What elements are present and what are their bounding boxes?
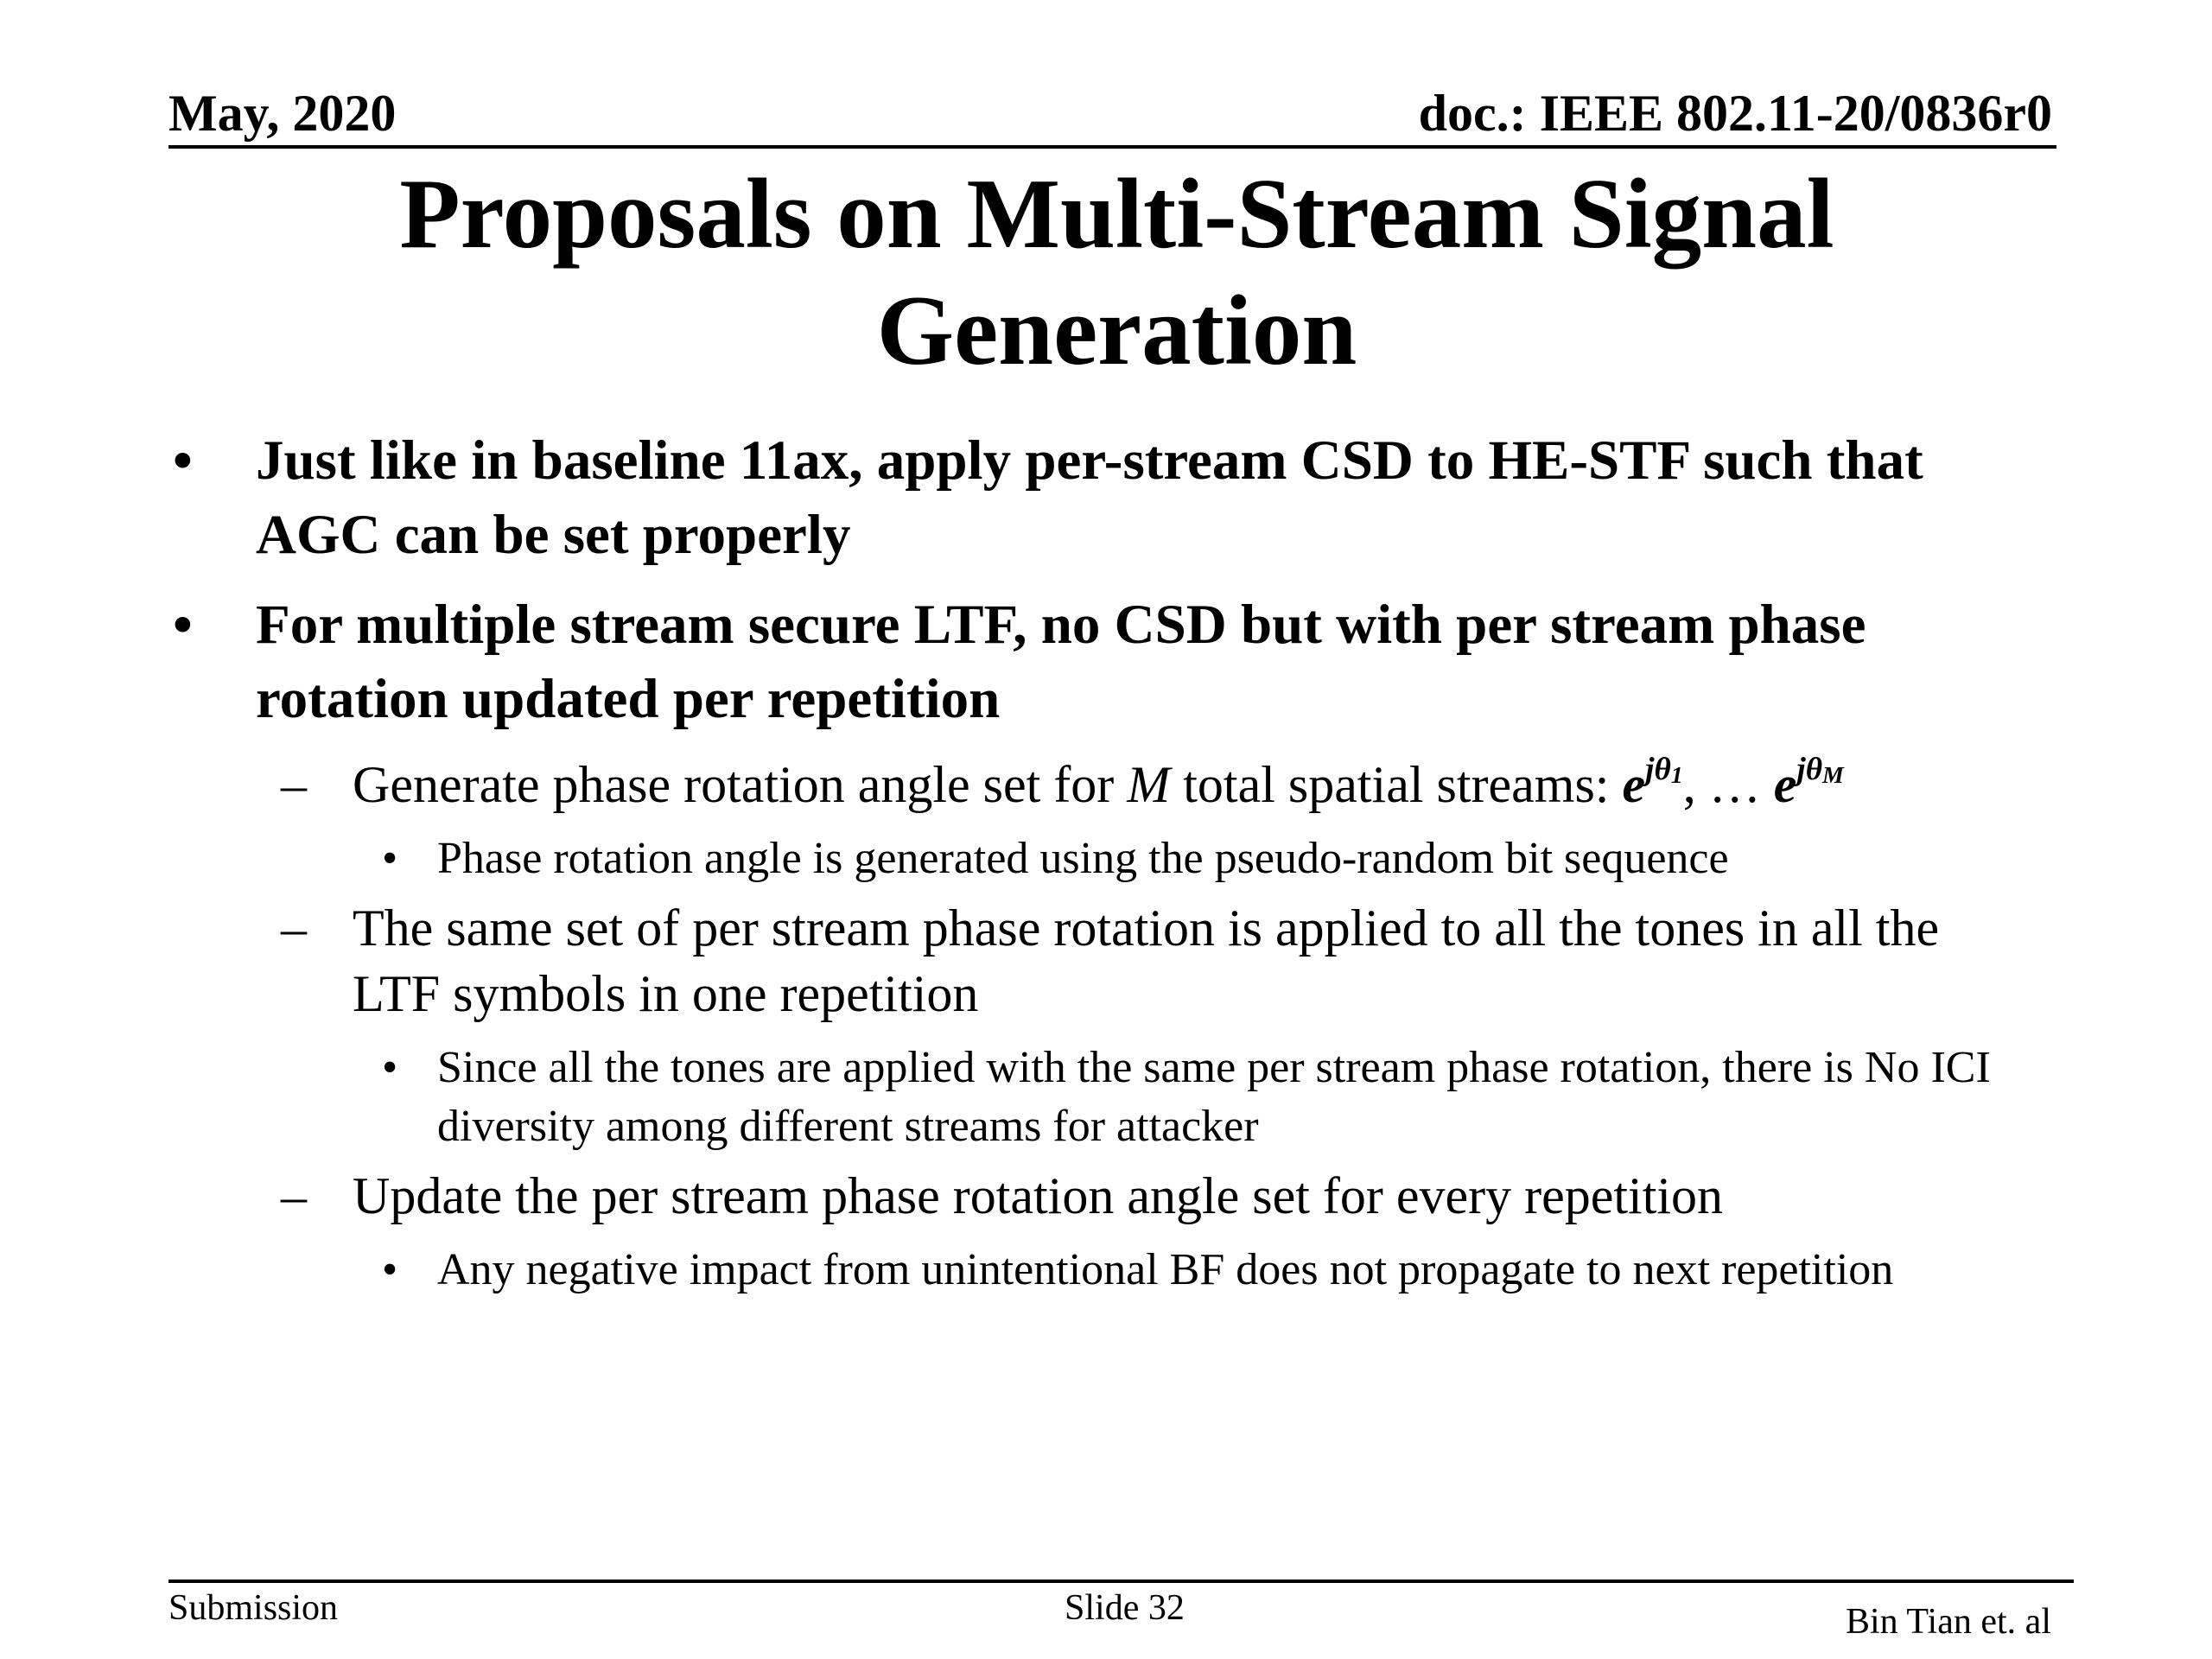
footer-divider — [168, 1580, 2074, 1583]
expr-exponent-1 — [1645, 751, 1683, 790]
sub-bullet-2 — [281, 895, 2037, 1027]
bullet-marker: • — [382, 1043, 398, 1092]
footer-slide-number: Slide 32 — [1065, 1588, 1185, 1628]
phase-expression-last — [1773, 751, 1844, 813]
sub-sub-bullet-text: Any negative impact from unintentional BF does not propagate to next repetition — [437, 1245, 1894, 1294]
sub-sub-bullet-1 — [382, 830, 2036, 888]
slide-title-line-1: Proposals on Multi-Stream Signal — [399, 159, 1834, 269]
dash-marker: – — [281, 899, 307, 957]
sub-sub-bullet-text: Phase rotation angle is generated using the pseudo-random bit sequence — [437, 834, 1729, 883]
expr-separator: , … — [1682, 756, 1774, 813]
sub-bullet-text: The same set of per stream phase rotation is applied to all the tones in all the LTF symbols in one repetition — [353, 899, 1940, 1022]
sub-sub-bullet-text: Since all the tones are applied with the same per stream phase rotation, there is No ICI diversity among different streams for attacker — [437, 1043, 1991, 1151]
dash-marker: – — [281, 1167, 307, 1224]
sub-sub-bullet-2 — [382, 1039, 2036, 1156]
expr-base-1: e — [1622, 756, 1646, 813]
header-date: May, 2020 — [168, 85, 397, 142]
bullet-marker: • — [173, 429, 193, 492]
footer-submission: Submission — [168, 1588, 339, 1628]
expr-sup-1: jθ — [1645, 751, 1671, 787]
sub-bullet-1 — [281, 751, 2037, 817]
slide-title-line-2: Generation — [876, 276, 1357, 385]
expr-base-2: e — [1773, 756, 1797, 813]
footer-author: Bin Tian et. al — [1845, 1602, 2051, 1642]
dash-marker: – — [281, 756, 307, 813]
header-divider — [168, 145, 2056, 149]
slide-body — [0, 423, 2212, 1306]
sub-bullet-text: Update the per stream phase rotation angle set for every repetition — [353, 1167, 1724, 1224]
math-variable-m: M — [1127, 756, 1171, 813]
bullet-marker: • — [173, 594, 193, 656]
slide-title — [168, 156, 2065, 389]
sub-bullet-text-before: Generate phase rotation angle set for — [353, 756, 1128, 813]
header-doc-id: doc.: IEEE 802.11-20/0836r0 — [1418, 85, 2052, 142]
sub-bullet-text-after: total spatial streams: — [1170, 756, 1623, 813]
phase-expression-first — [1622, 751, 1683, 813]
bullet-text: For multiple stream secure LTF, no CSD but with per stream phase rotation updated per repetition — [256, 594, 1866, 730]
bullet-1 — [173, 423, 2027, 572]
bullet-marker: • — [382, 1245, 398, 1294]
expr-exponent-2 — [1796, 751, 1844, 790]
expr-sub-2: M — [1822, 762, 1844, 790]
bullet-2 — [173, 588, 2027, 736]
bullet-text: Just like in baseline 11ax, apply per-stream CSD to HE-STF such that AGC can be set properly — [256, 429, 1923, 566]
expr-sub-1: 1 — [1670, 762, 1683, 790]
bullet-marker: • — [382, 834, 398, 883]
expr-sup-2: jθ — [1796, 751, 1822, 787]
sub-sub-bullet-3 — [382, 1241, 2036, 1300]
sub-bullet-3 — [281, 1163, 2037, 1229]
